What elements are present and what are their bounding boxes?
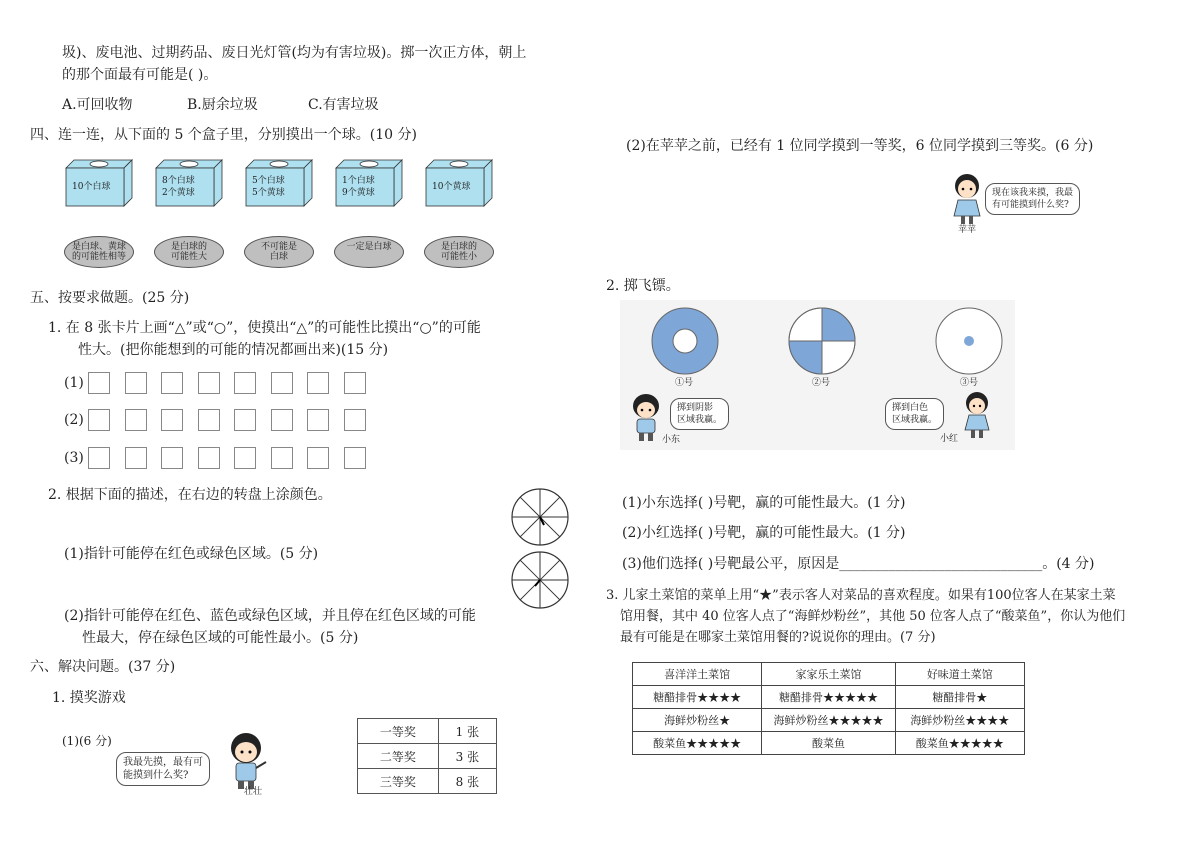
darts-q1: (1)小东选择( )号靶，赢的可能性最大。(1 分)	[622, 495, 906, 511]
ball-box-5[interactable]	[424, 158, 494, 208]
spinner-2[interactable]	[510, 550, 570, 610]
menu-cell: 酸菜鱼★★★★★	[633, 732, 762, 755]
prize-cell: 1 张	[438, 719, 496, 744]
card-square[interactable]	[344, 409, 366, 431]
spinner-1[interactable]	[510, 487, 570, 547]
menu-header-cell: 喜洋洋土菜馆	[633, 663, 762, 686]
target-3-icon[interactable]	[934, 306, 1004, 376]
q1-line-2: 性大。(把你能想到的可能的情况都画出来)(15 分)	[78, 342, 389, 358]
section-5-title: 五、按要求做题。(25 分)	[30, 290, 190, 306]
section-4-title: 四、连一连，从下面的 5 个盒子里，分别摸出一个球。(10 分)	[30, 127, 417, 143]
box-label-line-1: 10个黄球	[432, 182, 471, 192]
table-row	[633, 663, 1025, 686]
box-label-line-1: 10个白球	[72, 182, 111, 192]
table-row	[633, 732, 1025, 755]
darts-q2: (2)小红选择( )号靶，赢的可能性最大。(1 分)	[622, 525, 906, 541]
prize-cell: 三等奖	[358, 769, 439, 794]
q3-line-2: 馆用餐，其中 40 位客人点了“海鲜炒粉丝”，其他 50 位客人点了“酸菜鱼”，你认为他们	[620, 609, 1126, 624]
target-1-label: ①号	[675, 378, 694, 388]
row-label-2: (2)	[64, 412, 84, 428]
ball-box-3[interactable]	[244, 158, 314, 208]
card-square[interactable]	[198, 409, 220, 431]
box-label-line-2: 5个黄球	[252, 188, 285, 198]
card-square[interactable]	[271, 447, 293, 469]
menu-header-cell: 好味道土菜馆	[895, 663, 1024, 686]
card-square[interactable]	[125, 372, 147, 394]
card-square[interactable]	[88, 447, 110, 469]
bubble-pingping: 现在该我来摸，我最 有可能摸到什么奖?	[985, 183, 1080, 215]
answer-oval-3[interactable]: 不可能是 白球	[244, 236, 314, 268]
card-square[interactable]	[307, 447, 329, 469]
q2-title: 2. 根据下面的描述，在右边的转盘上涂颜色。	[48, 487, 332, 503]
card-square[interactable]	[88, 372, 110, 394]
menu-table	[632, 662, 1025, 755]
bubble-zhuangzhuang: 我最先摸，最有可 能摸到什么奖?	[116, 752, 210, 786]
section-6-title: 六、解决问题。(37 分)	[30, 659, 176, 675]
q3-line-3: 最有可能是在哪家土菜馆用餐的?说说你的理由。(7 分)	[620, 630, 936, 645]
boy-zhuangzhuang-icon	[222, 730, 272, 792]
darts-q3: (3)他们选择( )号靶最公平，原因是_____________________________。(4 分)	[622, 556, 1095, 572]
q6-1-title: 1. 摸奖游戏	[52, 690, 126, 706]
card-square[interactable]	[234, 372, 256, 394]
bubble-xiaodong: 掷到阴影 区域我赢。	[670, 398, 729, 430]
intro-line-2: 的那个面最有可能是( )。	[62, 67, 218, 83]
menu-cell: 糖醋排骨★★★★	[633, 686, 762, 709]
card-square[interactable]	[198, 372, 220, 394]
intro-line-1: 圾)、废电池、过期药品、废日光灯管(均为有害垃圾)。掷一次正方体，朝上	[62, 45, 527, 61]
girl-pingping-icon	[950, 172, 984, 228]
darts-title: 2. 掷飞镖。	[606, 278, 680, 294]
menu-cell: 糖醋排骨★★★★★	[762, 686, 895, 709]
card-square[interactable]	[234, 447, 256, 469]
menu-cell: 海鲜炒粉丝★★★★★	[762, 709, 895, 732]
ball-box-1[interactable]	[64, 158, 134, 208]
name-xiaodong: 小东	[662, 435, 681, 445]
target-2-icon[interactable]	[787, 306, 857, 376]
card-square[interactable]	[344, 372, 366, 394]
q2-1: (1)指针可能停在红色或绿色区域。(5 分)	[64, 546, 319, 562]
menu-cell: 酸菜鱼	[762, 732, 895, 755]
q3-line-1: 3. 儿家土菜馆的菜单上用“★”表示客人对菜品的喜欢程度。如果有100位客人在某家土菜	[606, 588, 1116, 603]
menu-cell: 海鲜炒粉丝★	[633, 709, 762, 732]
box-label-line-1: 8个白球	[162, 176, 195, 186]
card-square[interactable]	[198, 447, 220, 469]
card-square[interactable]	[271, 409, 293, 431]
menu-cell: 海鲜炒粉丝★★★★	[895, 709, 1024, 732]
box-label-line-1: 5个白球	[252, 176, 285, 186]
answer-oval-5[interactable]: 是白球的 可能性小	[424, 236, 494, 268]
option-a: A.可回收物	[62, 97, 133, 113]
name-xiaohong: 小红	[940, 434, 959, 444]
answer-oval-1[interactable]: 是白球、黄球 的可能性相等	[64, 236, 134, 268]
prize-table	[357, 718, 497, 794]
card-square[interactable]	[125, 447, 147, 469]
box-label-line-2: 2个黄球	[162, 188, 195, 198]
card-square[interactable]	[234, 409, 256, 431]
card-square[interactable]	[161, 372, 183, 394]
card-square[interactable]	[344, 447, 366, 469]
box-label-line-2: 9个黄球	[342, 188, 375, 198]
target-3-label: ③号	[960, 378, 979, 388]
card-square[interactable]	[161, 409, 183, 431]
prize-cell: 二等奖	[358, 744, 439, 769]
menu-header-cell: 家家乐土菜馆	[762, 663, 895, 686]
table-row	[633, 709, 1025, 732]
table-row	[358, 719, 497, 744]
bubble-xiaohong: 掷到白色 区域我赢。	[885, 398, 944, 430]
q6-1-sub: (1)(6 分)	[62, 734, 112, 748]
prize-cell: 8 张	[438, 769, 496, 794]
answer-oval-2[interactable]: 是白球的 可能性大	[154, 236, 224, 268]
ball-box-4[interactable]	[334, 158, 404, 208]
prize-cell: 一等奖	[358, 719, 439, 744]
card-square[interactable]	[125, 409, 147, 431]
card-square[interactable]	[161, 447, 183, 469]
option-b: B.厨余垃圾	[187, 97, 258, 113]
target-1-icon[interactable]	[650, 306, 720, 376]
q1-line-1: 1. 在 8 张卡片上画“△”或“○”，使摸出“△”的可能性比摸出“○”的可能	[48, 320, 481, 336]
answer-oval-4[interactable]: 一定是白球	[334, 236, 404, 268]
box-label-line-1: 1个白球	[342, 176, 375, 186]
girl-xiaohong-icon	[960, 390, 994, 442]
target-2-label: ②号	[812, 378, 831, 388]
name-pingping: 苹苹	[958, 225, 977, 235]
table-row	[358, 744, 497, 769]
card-square[interactable]	[88, 409, 110, 431]
row-label-3: (3)	[64, 450, 84, 466]
menu-cell: 糖醋排骨★	[895, 686, 1024, 709]
q2-2-line-1: (2)指针可能停在红色、蓝色或绿色区域，并且停在红色区域的可能	[64, 608, 476, 624]
q6-1-2: (2)在苹苹之前，已经有 1 位同学摸到一等奖，6 位同学摸到三等奖。(6 分)	[626, 138, 1094, 154]
ball-box-2[interactable]	[154, 158, 224, 208]
option-c: C.有害垃圾	[308, 97, 379, 113]
boy-xiaodong-icon	[626, 392, 666, 444]
row-label-1: (1)	[64, 375, 84, 391]
menu-cell: 酸菜鱼★★★★★	[895, 732, 1024, 755]
card-square[interactable]	[307, 372, 329, 394]
prize-cell: 3 张	[438, 744, 496, 769]
name-zhuangzhuang: 壮壮	[244, 787, 263, 797]
card-square[interactable]	[307, 409, 329, 431]
table-row	[358, 769, 497, 794]
card-square[interactable]	[271, 372, 293, 394]
table-row	[633, 686, 1025, 709]
q2-2-line-2: 性最大，停在绿色区域的可能性最小。(5 分)	[82, 630, 359, 646]
